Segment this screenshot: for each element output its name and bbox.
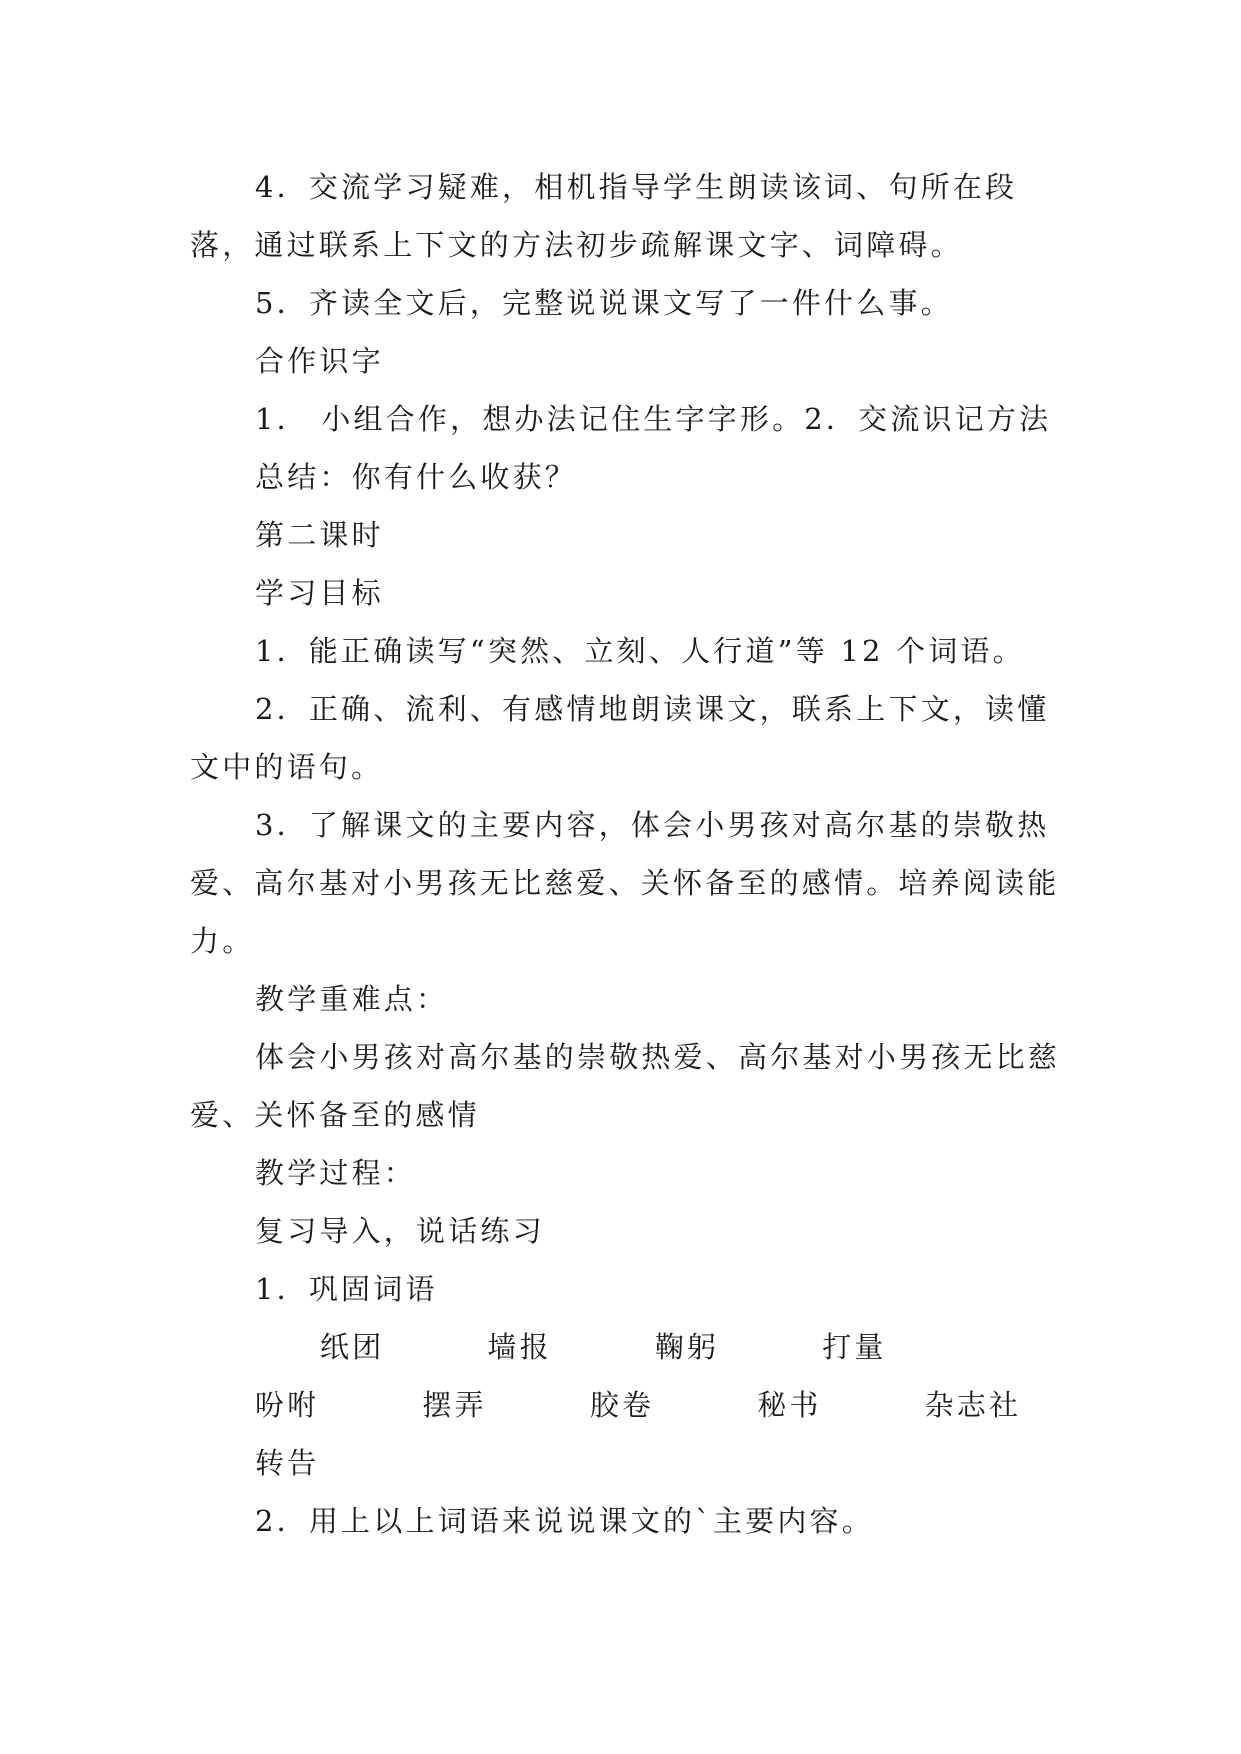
vocab-word: 胶卷 (589, 1388, 655, 1422)
vocab-word: 打量 (822, 1330, 887, 1364)
vocab-word: 摆弄 (422, 1388, 487, 1422)
vocab-word: 墙报 (487, 1330, 552, 1364)
section-heading-key-points: 教学重难点： (255, 982, 449, 1016)
paragraph-group-cooperation: 1． 小组合作，想办法记住生字字形。2．交流识记方法 (255, 402, 1052, 436)
paragraph-consolidate-words: 1．巩固词语 (255, 1272, 438, 1306)
section-heading-teaching-process: 教学过程： (255, 1156, 417, 1190)
document-body (190, 158, 1080, 1550)
vocab-word: 秘书 (757, 1388, 822, 1422)
section-heading-learning-goals: 学习目标 (255, 576, 384, 610)
goal-item-3: 3．了解课文的主要内容，体会小男孩对高尔基的崇敬热爱、高尔基对小男孩无比慈爱、关怀备至的感情。培养阅读能力。 (190, 808, 1060, 958)
vocab-word: 转告 (255, 1446, 320, 1480)
section-heading-cooperative-literacy: 合作识字 (255, 344, 384, 378)
paragraph-final-task: 2．用上以上词语来说说课文的`主要内容。 (255, 1504, 874, 1538)
section-heading-review: 复习导入，说话练习 (255, 1214, 545, 1248)
paragraph-exchange-questions: 4．交流学习疑难，相机指导学生朗读该词、句所在段落，通过联系上下文的方法初步疏解课文字、词障碍。 (190, 170, 1018, 262)
vocab-word: 纸团 (320, 1330, 385, 1364)
paragraph-summary: 总结：你有什么收获？ (255, 460, 578, 494)
vocab-word: 吩咐 (255, 1388, 320, 1422)
paragraph-read-aloud: 5．齐读全文后，完整说说课文写了一件什么事。 (255, 286, 953, 320)
section-heading-second-lesson: 第二课时 (255, 518, 384, 552)
paragraph-key-points: 体会小男孩对高尔基的崇敬热爱、高尔基对小男孩无比慈爱、关怀备至的感情 (190, 1040, 1061, 1132)
vocab-word: 杂志社 (924, 1388, 1022, 1422)
goal-item-1: 1．能正确读写“突然、立刻、人行道”等 12 个词语。 (255, 634, 1025, 668)
vocab-word: 鞠躬 (654, 1330, 720, 1364)
goal-item-2: 2．正确、流利、有感情地朗读课文，联系上下文，读懂文中的语句。 (190, 692, 1050, 784)
vocab-word-list (190, 1318, 1080, 1492)
